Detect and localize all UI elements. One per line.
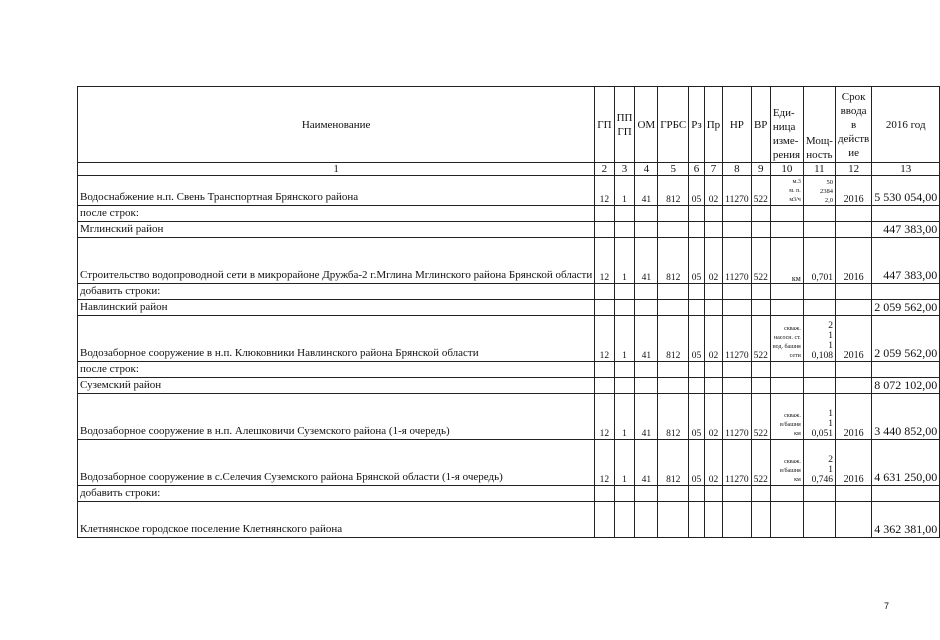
table-header-row	[78, 87, 940, 163]
cell-grbs: 812	[658, 238, 689, 284]
col-header-om: ОМ	[635, 87, 658, 163]
capacity-line: 1	[828, 341, 833, 351]
table-row	[78, 362, 940, 378]
unit-line: скваж.	[784, 413, 801, 419]
cell-term: 2016	[835, 316, 871, 362]
page-number: 7	[884, 601, 890, 611]
cell-om: 41	[635, 394, 658, 440]
cell-gp: 12	[595, 440, 614, 486]
cell-grbs: 812	[658, 176, 689, 206]
district-name: Клетнянское городское поселение Клетнянского района	[78, 502, 595, 538]
col-header-grbs: ГРБС	[658, 87, 689, 163]
cell-amount: 5 530 054,00	[872, 176, 940, 206]
cell-unit	[770, 394, 803, 440]
row-name: добавить строки:	[78, 486, 595, 502]
unit-line: м3/ч	[789, 197, 801, 203]
cell-capacity	[803, 316, 835, 362]
capacity-line: 1	[828, 419, 833, 429]
unit-line: км	[791, 274, 801, 283]
cell-vr: 522	[751, 316, 770, 362]
cell-nr: 11270	[723, 238, 751, 284]
district-name: Навлинский район	[78, 300, 595, 316]
cell-grbs: 812	[658, 394, 689, 440]
cell-pr: 02	[704, 394, 722, 440]
district-total: 447 383,00	[872, 222, 940, 238]
cell-amount: 447 383,00	[872, 238, 940, 284]
column-number-row	[78, 163, 940, 176]
cell-ppgp: 1	[614, 440, 635, 486]
unit-line: вод. башня	[772, 344, 801, 350]
cell-amount: 3 440 852,00	[872, 394, 940, 440]
unit-line: м. п.	[789, 188, 801, 194]
cell-unit	[770, 238, 803, 284]
cell-grbs: 812	[658, 440, 689, 486]
cell-rz: 05	[689, 440, 704, 486]
table-row	[78, 206, 940, 222]
cell-vr: 522	[751, 394, 770, 440]
cell-om: 41	[635, 176, 658, 206]
table-row	[78, 394, 940, 440]
col-header-year: 2016 год	[872, 87, 940, 163]
col-number: 5	[658, 163, 689, 176]
table-row	[78, 502, 940, 538]
capacity-line: 0,051	[811, 429, 833, 439]
col-number: 4	[635, 163, 658, 176]
unit-line: скваж.	[784, 326, 801, 332]
col-number: 3	[614, 163, 635, 176]
row-name: Водозаборное сооружение в н.п. Алешковичи Суземского района (1-я очередь)	[78, 394, 595, 440]
col-header-pr: Пр	[704, 87, 722, 163]
district-name: Мглинский район	[78, 222, 595, 238]
cell-rz: 05	[689, 316, 704, 362]
cell-om: 41	[635, 238, 658, 284]
col-header-rz: Рз	[689, 87, 704, 163]
cell-ppgp: 1	[614, 176, 635, 206]
cell-ppgp: 1	[614, 316, 635, 362]
col-header-nr: НР	[723, 87, 751, 163]
table-row	[78, 440, 940, 486]
district-total: 4 362 381,00	[872, 502, 940, 538]
col-number: 2	[595, 163, 614, 176]
cell-nr: 11270	[723, 394, 751, 440]
table-row	[78, 176, 940, 206]
table-row	[78, 238, 940, 284]
row-name: после строк:	[78, 206, 595, 222]
capacity-line: 0,746	[811, 475, 833, 485]
capacity-line: 0,701	[811, 273, 833, 283]
row-name: после строк:	[78, 362, 595, 378]
cell-om: 41	[635, 440, 658, 486]
capacity-line: 2384	[819, 188, 833, 195]
cell-amount: 2 059 562,00	[872, 316, 940, 362]
cell-gp: 12	[595, 316, 614, 362]
cell-capacity	[803, 238, 835, 284]
cell-capacity	[803, 440, 835, 486]
cell-term: 2016	[835, 394, 871, 440]
district-total: 8 072 102,00	[872, 378, 940, 394]
row-name: Водозаборное сооружение в с.Селечия Суземского района Брянской области (1-я очередь)	[78, 440, 595, 486]
cell-term: 2016	[835, 440, 871, 486]
cell-om: 41	[635, 316, 658, 362]
row-name: Водоснабжение н.п. Свень Транспортная Брянского района	[78, 176, 595, 206]
cell-unit	[770, 316, 803, 362]
cell-term: 2016	[835, 238, 871, 284]
unit-line: км	[794, 477, 801, 483]
cell-ppgp: 1	[614, 394, 635, 440]
col-number: 8	[723, 163, 751, 176]
capacity-line: 2,0	[824, 197, 833, 204]
cell-rz: 05	[689, 238, 704, 284]
col-header-unit: Еди- ница изме- рения	[770, 87, 803, 163]
cell-gp: 12	[595, 238, 614, 284]
row-name: Строительство водопроводной сети в микрорайоне Дружба-2 г.Мглина Мглинского района Брянской области	[78, 238, 595, 284]
table-row	[78, 222, 940, 238]
col-header-capacity: Мощ- ность	[803, 87, 835, 163]
table-row	[78, 300, 940, 316]
col-number: 9	[751, 163, 770, 176]
col-number: 13	[872, 163, 940, 176]
row-name: Водозаборное сооружение в н.п. Клюковники Навлинского района Брянской области	[78, 316, 595, 362]
col-header-term: Срок ввода в действ ие	[835, 87, 871, 163]
district-name: Суземский район	[78, 378, 595, 394]
cell-gp: 12	[595, 394, 614, 440]
col-header-name: Наименование	[78, 87, 595, 163]
unit-line: сети	[789, 353, 801, 359]
capacity-line: 2	[828, 455, 833, 465]
cell-nr: 11270	[723, 176, 751, 206]
cell-amount: 4 631 250,00	[872, 440, 940, 486]
row-name: добавить строки:	[78, 284, 595, 300]
capacity-line: 1	[828, 409, 833, 419]
cell-term: 2016	[835, 176, 871, 206]
cell-ppgp: 1	[614, 238, 635, 284]
cell-pr: 02	[704, 440, 722, 486]
unit-line: м.3	[792, 179, 801, 185]
col-number: 7	[704, 163, 722, 176]
table-row	[78, 316, 940, 362]
cell-unit	[770, 440, 803, 486]
capacity-line: 1	[828, 465, 833, 475]
unit-line: насосн. ст.	[773, 335, 801, 341]
col-header-gp: ГП	[595, 87, 614, 163]
col-number: 11	[803, 163, 835, 176]
capacity-line: 1	[828, 331, 833, 341]
col-number: 6	[689, 163, 704, 176]
cell-nr: 11270	[723, 440, 751, 486]
table-row	[78, 378, 940, 394]
unit-line: скваж.	[784, 459, 801, 465]
cell-vr: 522	[751, 440, 770, 486]
cell-capacity	[803, 176, 835, 206]
col-number: 10	[770, 163, 803, 176]
cell-rz: 05	[689, 394, 704, 440]
table-row	[78, 486, 940, 502]
cell-nr: 11270	[723, 316, 751, 362]
col-number: 1	[78, 163, 595, 176]
capacity-line: 0,108	[811, 351, 833, 361]
cell-vr: 522	[751, 176, 770, 206]
table-row	[78, 284, 940, 300]
cell-pr: 02	[704, 238, 722, 284]
cell-rz: 05	[689, 176, 704, 206]
capacity-line: 50	[826, 179, 833, 186]
budget-table	[77, 86, 940, 538]
cell-grbs: 812	[658, 316, 689, 362]
capacity-line: 2	[828, 321, 833, 331]
cell-gp: 12	[595, 176, 614, 206]
cell-vr: 522	[751, 238, 770, 284]
col-header-vr: ВР	[751, 87, 770, 163]
cell-pr: 02	[704, 316, 722, 362]
district-total: 2 059 562,00	[872, 300, 940, 316]
col-number: 12	[835, 163, 871, 176]
unit-line: в/башня	[780, 468, 801, 474]
cell-unit	[770, 176, 803, 206]
unit-line: в/башня	[780, 422, 801, 428]
cell-pr: 02	[704, 176, 722, 206]
col-header-ppgp: ПП ГП	[614, 87, 635, 163]
unit-line: км	[794, 431, 801, 437]
cell-capacity	[803, 394, 835, 440]
